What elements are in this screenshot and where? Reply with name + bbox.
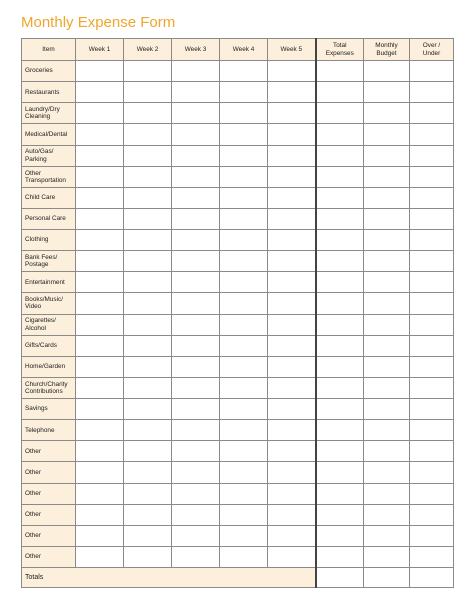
- entry-cell[interactable]: [124, 230, 172, 251]
- entry-cell[interactable]: [316, 124, 364, 145]
- entry-cell[interactable]: [76, 293, 124, 314]
- table-row: [22, 504, 454, 525]
- row-label: Other: [22, 483, 76, 504]
- entry-cell[interactable]: [220, 82, 268, 103]
- table-row: [22, 208, 454, 229]
- totals-row: [22, 568, 454, 588]
- entry-cell[interactable]: [316, 187, 364, 208]
- table-row: [22, 483, 454, 504]
- entry-cell[interactable]: [268, 166, 316, 187]
- entry-cell[interactable]: [76, 420, 124, 441]
- entry-cell[interactable]: [172, 546, 220, 567]
- row-label: Clothing: [22, 230, 76, 251]
- entry-cell[interactable]: [124, 145, 172, 166]
- entry-cell[interactable]: [220, 145, 268, 166]
- entry-cell[interactable]: [364, 462, 410, 483]
- column-header: Week 3: [172, 39, 220, 61]
- entry-cell[interactable]: [316, 441, 364, 462]
- entry-cell[interactable]: [316, 399, 364, 420]
- entry-cell[interactable]: [76, 335, 124, 356]
- entry-cell[interactable]: [220, 103, 268, 124]
- entry-cell[interactable]: [268, 314, 316, 335]
- entry-cell[interactable]: [124, 187, 172, 208]
- entry-cell[interactable]: [364, 251, 410, 272]
- row-label: Medical/Dental: [22, 124, 76, 145]
- entry-cell[interactable]: [76, 441, 124, 462]
- entry-cell[interactable]: [172, 420, 220, 441]
- entry-cell[interactable]: [410, 145, 454, 166]
- entry-cell[interactable]: [316, 525, 364, 546]
- table-row: [22, 103, 454, 124]
- row-label: Personal Care: [22, 208, 76, 229]
- entry-cell[interactable]: [172, 377, 220, 398]
- entry-cell[interactable]: [410, 103, 454, 124]
- entry-cell[interactable]: [316, 504, 364, 525]
- entry-cell[interactable]: [124, 166, 172, 187]
- entry-cell[interactable]: [316, 420, 364, 441]
- entry-cell[interactable]: [410, 504, 454, 525]
- entry-cell[interactable]: [364, 208, 410, 229]
- entry-cell[interactable]: [364, 356, 410, 377]
- table-row: [22, 124, 454, 145]
- entry-cell[interactable]: [410, 525, 454, 546]
- table-row: [22, 251, 454, 272]
- entry-cell[interactable]: [364, 314, 410, 335]
- entry-cell[interactable]: [124, 82, 172, 103]
- entry-cell[interactable]: [268, 525, 316, 546]
- entry-cell[interactable]: [410, 399, 454, 420]
- entry-cell[interactable]: [220, 356, 268, 377]
- entry-cell[interactable]: [172, 441, 220, 462]
- table-row: [22, 82, 454, 103]
- entry-cell[interactable]: [220, 230, 268, 251]
- entry-cell[interactable]: [124, 103, 172, 124]
- row-label: Auto/Gas/ Parking: [22, 145, 76, 166]
- entry-cell[interactable]: [220, 525, 268, 546]
- entry-cell[interactable]: [172, 82, 220, 103]
- entry-cell[interactable]: [124, 462, 172, 483]
- entry-cell[interactable]: [76, 145, 124, 166]
- entry-cell[interactable]: [124, 335, 172, 356]
- entry-cell[interactable]: [76, 251, 124, 272]
- row-label: Other: [22, 504, 76, 525]
- entry-cell[interactable]: [410, 251, 454, 272]
- entry-cell[interactable]: [172, 187, 220, 208]
- entry-cell[interactable]: [364, 82, 410, 103]
- entry-cell[interactable]: [76, 187, 124, 208]
- entry-cell[interactable]: [268, 293, 316, 314]
- row-label: Laundry/Dry Cleaning: [22, 103, 76, 124]
- row-label: Home/Garden: [22, 356, 76, 377]
- entry-cell[interactable]: [76, 103, 124, 124]
- entry-cell[interactable]: [268, 208, 316, 229]
- entry-cell[interactable]: [220, 272, 268, 293]
- entry-cell[interactable]: [172, 504, 220, 525]
- entry-cell[interactable]: [268, 82, 316, 103]
- entry-cell[interactable]: [364, 187, 410, 208]
- entry-cell[interactable]: [268, 145, 316, 166]
- entry-cell[interactable]: [124, 546, 172, 567]
- entry-cell[interactable]: [220, 399, 268, 420]
- entry-cell[interactable]: [268, 61, 316, 82]
- entry-cell[interactable]: [268, 399, 316, 420]
- entry-cell[interactable]: [76, 61, 124, 82]
- entry-cell[interactable]: [410, 314, 454, 335]
- entry-cell[interactable]: [268, 124, 316, 145]
- entry-cell[interactable]: [410, 377, 454, 398]
- entry-cell[interactable]: [220, 124, 268, 145]
- table-row: [22, 272, 454, 293]
- entry-cell[interactable]: [76, 166, 124, 187]
- column-header: Week 4: [220, 39, 268, 61]
- table-row: [22, 61, 454, 82]
- table-row: [22, 187, 454, 208]
- entry-cell[interactable]: [172, 483, 220, 504]
- row-label: Cigarettes/ Alcohol: [22, 314, 76, 335]
- entry-cell[interactable]: [364, 145, 410, 166]
- row-label: Other: [22, 441, 76, 462]
- entry-cell[interactable]: [316, 61, 364, 82]
- table-body: [22, 61, 454, 568]
- column-header: Item: [22, 39, 76, 61]
- entry-cell[interactable]: [76, 314, 124, 335]
- entry-cell[interactable]: [410, 462, 454, 483]
- entry-cell[interactable]: [316, 272, 364, 293]
- entry-cell[interactable]: [124, 314, 172, 335]
- entry-cell[interactable]: [364, 124, 410, 145]
- entry-cell[interactable]: [364, 504, 410, 525]
- entry-cell[interactable]: [268, 546, 316, 567]
- totals-label: Totals: [22, 568, 316, 588]
- entry-cell[interactable]: [76, 525, 124, 546]
- entry-cell[interactable]: [364, 399, 410, 420]
- entry-cell[interactable]: [316, 335, 364, 356]
- entry-cell[interactable]: [172, 462, 220, 483]
- entry-cell[interactable]: [316, 251, 364, 272]
- entry-cell[interactable]: [220, 504, 268, 525]
- row-label: Books/Music/ Video: [22, 293, 76, 314]
- entry-cell[interactable]: [316, 208, 364, 229]
- entry-cell[interactable]: [172, 208, 220, 229]
- entry-cell[interactable]: [316, 103, 364, 124]
- entry-cell[interactable]: [172, 166, 220, 187]
- entry-cell[interactable]: [76, 504, 124, 525]
- entry-cell[interactable]: [316, 230, 364, 251]
- entry-cell[interactable]: [76, 546, 124, 567]
- entry-cell[interactable]: [124, 124, 172, 145]
- entry-cell[interactable]: [364, 546, 410, 567]
- row-label: Restaurants: [22, 82, 76, 103]
- entry-cell[interactable]: [268, 187, 316, 208]
- entry-cell[interactable]: [268, 420, 316, 441]
- entry-cell[interactable]: [220, 187, 268, 208]
- entry-cell[interactable]: [220, 208, 268, 229]
- entry-cell[interactable]: [172, 293, 220, 314]
- row-label: Other Transportation: [22, 166, 76, 187]
- entry-cell[interactable]: [76, 272, 124, 293]
- entry-cell[interactable]: [124, 356, 172, 377]
- table-row: [22, 335, 454, 356]
- row-label: Telephone: [22, 420, 76, 441]
- entry-cell[interactable]: [364, 483, 410, 504]
- table-row: [22, 230, 454, 251]
- entry-cell[interactable]: [124, 208, 172, 229]
- entry-cell[interactable]: [172, 230, 220, 251]
- entry-cell[interactable]: [76, 208, 124, 229]
- entry-cell[interactable]: [268, 504, 316, 525]
- entry-cell[interactable]: [172, 272, 220, 293]
- column-header: Week 1: [76, 39, 124, 61]
- row-label: Other: [22, 525, 76, 546]
- column-header: Over / Under: [410, 39, 454, 61]
- row-label: Other: [22, 462, 76, 483]
- column-header: Week 2: [124, 39, 172, 61]
- entry-cell[interactable]: [364, 103, 410, 124]
- entry-cell[interactable]: [410, 124, 454, 145]
- entry-cell[interactable]: [124, 504, 172, 525]
- entry-cell[interactable]: [268, 377, 316, 398]
- header-row: [22, 39, 454, 61]
- entry-cell[interactable]: [268, 272, 316, 293]
- entry-cell[interactable]: [124, 272, 172, 293]
- entry-cell[interactable]: [364, 377, 410, 398]
- entry-cell[interactable]: [220, 61, 268, 82]
- entry-cell[interactable]: [220, 377, 268, 398]
- entry-cell[interactable]: [220, 441, 268, 462]
- entry-cell[interactable]: [76, 82, 124, 103]
- table-row: [22, 145, 454, 166]
- entry-cell[interactable]: [364, 525, 410, 546]
- row-label: Other: [22, 546, 76, 567]
- entry-cell[interactable]: [172, 314, 220, 335]
- column-header: Total Expenses: [316, 39, 364, 61]
- total-cell[interactable]: [364, 568, 410, 588]
- entry-cell[interactable]: [268, 230, 316, 251]
- entry-cell[interactable]: [220, 483, 268, 504]
- entry-cell[interactable]: [316, 293, 364, 314]
- entry-cell[interactable]: [364, 335, 410, 356]
- entry-cell[interactable]: [364, 420, 410, 441]
- entry-cell[interactable]: [220, 546, 268, 567]
- entry-cell[interactable]: [220, 314, 268, 335]
- entry-cell[interactable]: [364, 230, 410, 251]
- entry-cell[interactable]: [124, 377, 172, 398]
- entry-cell[interactable]: [410, 293, 454, 314]
- entry-cell[interactable]: [316, 314, 364, 335]
- entry-cell[interactable]: [316, 546, 364, 567]
- entry-cell[interactable]: [172, 61, 220, 82]
- table-row: [22, 399, 454, 420]
- entry-cell[interactable]: [316, 82, 364, 103]
- entry-cell[interactable]: [124, 420, 172, 441]
- table-row: [22, 525, 454, 546]
- entry-cell[interactable]: [124, 525, 172, 546]
- table-row: [22, 314, 454, 335]
- entry-cell[interactable]: [364, 61, 410, 82]
- entry-cell[interactable]: [172, 525, 220, 546]
- entry-cell[interactable]: [220, 166, 268, 187]
- entry-cell[interactable]: [410, 166, 454, 187]
- entry-cell[interactable]: [172, 399, 220, 420]
- table-row: [22, 377, 454, 398]
- entry-cell[interactable]: [410, 187, 454, 208]
- row-label: Gifts/Cards: [22, 335, 76, 356]
- row-label: Child Care: [22, 187, 76, 208]
- table-row: [22, 420, 454, 441]
- entry-cell[interactable]: [364, 441, 410, 462]
- entry-cell[interactable]: [268, 462, 316, 483]
- entry-cell[interactable]: [172, 356, 220, 377]
- table-row: [22, 462, 454, 483]
- row-label: Savings: [22, 399, 76, 420]
- table-row: [22, 293, 454, 314]
- entry-cell[interactable]: [76, 124, 124, 145]
- entry-cell[interactable]: [220, 335, 268, 356]
- row-label: Bank Fees/ Postage: [22, 251, 76, 272]
- row-label: Groceries: [22, 61, 76, 82]
- entry-cell[interactable]: [410, 335, 454, 356]
- entry-cell[interactable]: [316, 462, 364, 483]
- entry-cell[interactable]: [172, 335, 220, 356]
- entry-cell[interactable]: [124, 293, 172, 314]
- table-row: [22, 356, 454, 377]
- table-row: [22, 441, 454, 462]
- entry-cell[interactable]: [410, 483, 454, 504]
- table-row: [22, 166, 454, 187]
- row-label: Entertainment: [22, 272, 76, 293]
- entry-cell[interactable]: [410, 546, 454, 567]
- entry-cell[interactable]: [172, 103, 220, 124]
- entry-cell[interactable]: [76, 377, 124, 398]
- entry-cell[interactable]: [220, 462, 268, 483]
- entry-cell[interactable]: [410, 441, 454, 462]
- entry-cell[interactable]: [410, 208, 454, 229]
- table-row: [22, 546, 454, 567]
- expense-table: [21, 38, 454, 588]
- total-cell[interactable]: [316, 568, 364, 588]
- entry-cell[interactable]: [220, 251, 268, 272]
- entry-cell[interactable]: [410, 272, 454, 293]
- entry-cell[interactable]: [124, 441, 172, 462]
- entry-cell[interactable]: [316, 483, 364, 504]
- entry-cell[interactable]: [76, 356, 124, 377]
- column-header: Week 5: [268, 39, 316, 61]
- entry-cell[interactable]: [124, 251, 172, 272]
- entry-cell[interactable]: [268, 483, 316, 504]
- entry-cell[interactable]: [76, 230, 124, 251]
- entry-cell[interactable]: [76, 462, 124, 483]
- entry-cell[interactable]: [172, 124, 220, 145]
- entry-cell[interactable]: [410, 420, 454, 441]
- entry-cell[interactable]: [410, 61, 454, 82]
- entry-cell[interactable]: [268, 441, 316, 462]
- entry-cell[interactable]: [410, 230, 454, 251]
- entry-cell[interactable]: [124, 483, 172, 504]
- entry-cell[interactable]: [364, 166, 410, 187]
- form-title: Monthly Expense Form: [21, 14, 176, 31]
- entry-cell[interactable]: [172, 145, 220, 166]
- entry-cell[interactable]: [364, 272, 410, 293]
- entry-cell[interactable]: [316, 145, 364, 166]
- column-header: Monthly Budget: [364, 39, 410, 61]
- entry-cell[interactable]: [76, 483, 124, 504]
- entry-cell[interactable]: [316, 377, 364, 398]
- entry-cell[interactable]: [316, 356, 364, 377]
- entry-cell[interactable]: [268, 356, 316, 377]
- entry-cell[interactable]: [220, 293, 268, 314]
- entry-cell[interactable]: [124, 399, 172, 420]
- entry-cell[interactable]: [268, 251, 316, 272]
- entry-cell[interactable]: [220, 420, 268, 441]
- entry-cell[interactable]: [268, 335, 316, 356]
- entry-cell[interactable]: [76, 399, 124, 420]
- entry-cell[interactable]: [364, 293, 410, 314]
- entry-cell[interactable]: [268, 103, 316, 124]
- entry-cell[interactable]: [316, 166, 364, 187]
- row-label: Church/Charity Contributions: [22, 377, 76, 398]
- entry-cell[interactable]: [410, 356, 454, 377]
- entry-cell[interactable]: [124, 61, 172, 82]
- entry-cell[interactable]: [172, 251, 220, 272]
- entry-cell[interactable]: [410, 82, 454, 103]
- total-cell[interactable]: [410, 568, 454, 588]
